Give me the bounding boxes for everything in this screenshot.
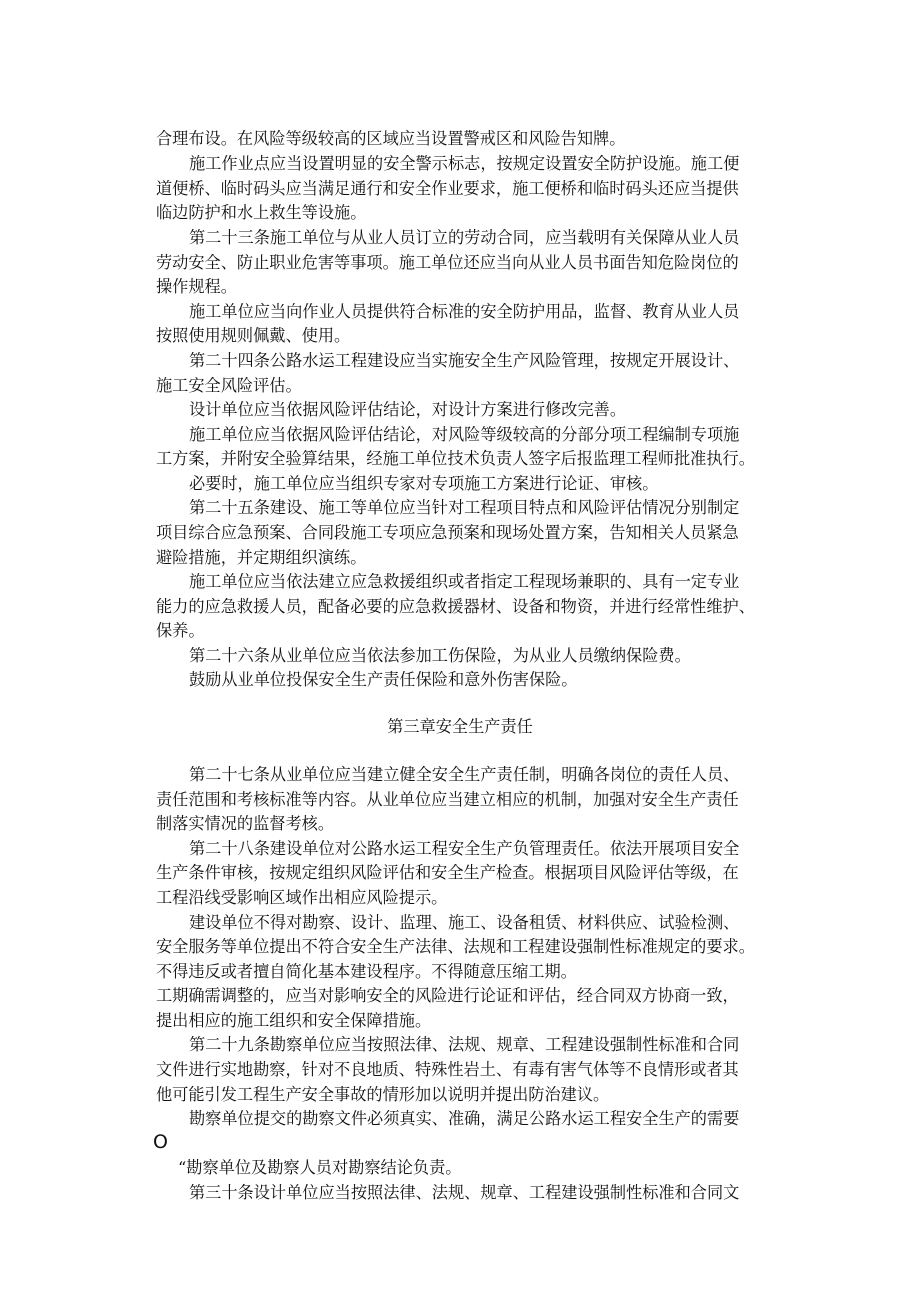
text-line: 施工作业点应当设置明显的安全警示标志，按规定设置安全防护设施。施工便 xyxy=(189,154,740,173)
text-line: 文件进行实地勘察，针对不良地质、特殊性岩土、有毒有害气体等不良情形或者其 xyxy=(156,1060,739,1079)
text-line: 施工单位应当向作业人员提供符合标准的安全防护用品，监督、教育从业人员 xyxy=(189,302,740,321)
stray-letter: O xyxy=(153,1131,168,1153)
text-line: 劳动安全、防止职业危害等事项。施工单位还应当向从业人员书面告知危险岗位的 xyxy=(156,253,739,272)
text-line: 工期确需调整的，应当对影响安全的风险进行论证和评估，经合同双方协商一致， xyxy=(156,986,739,1005)
text-line: 必要时，施工单位应当组织专家对专项施工方案进行论证、审核。 xyxy=(189,474,659,493)
text-line: 合理布设。在风险等级较高的区域应当设置警戒区和风险告知牌。 xyxy=(156,129,626,148)
text-line: 施工单位应当依据风险评估结论，对风险等级较高的分部分项工程编制专项施 xyxy=(189,425,740,444)
text-line: 按照使用规则佩戴、使用。 xyxy=(156,326,351,345)
text-line: 鼓励从业单位投保安全生产责任保险和意外伤害保险。 xyxy=(189,670,578,689)
text-line: 施工单位应当依法建立应急救援组织或者指定工程现场兼职的、具有一定专业 xyxy=(189,572,740,591)
text-line: 施工安全风险评估。 xyxy=(156,376,302,395)
text-line: 勘察单位提交的勘察文件必须真实、准确，满足公路水运工程安全生产的需要 xyxy=(189,1109,740,1128)
text-line: 第二十九条勘察单位应当按照法律、法规、规章、工程建设强制性标准和合同 xyxy=(189,1035,740,1054)
text-line: 第二十五条建设、施工等单位应当针对工程项目特点和风险评估情况分别制定 xyxy=(189,498,740,517)
text-line: 提出相应的施工组织和安全保障措施。 xyxy=(156,1011,432,1030)
text-line: 能力的应急救援人员，配备必要的应急救援器材、设备和物资，并进行经常性维护、 xyxy=(156,597,755,616)
text-line: 第二十七条从业单位应当建立健全安全生产责任制，明确各岗位的责任人员、 xyxy=(189,765,740,784)
text-line: 第二十四条公路水运工程建设应当实施安全生产风险管理，按规定开展设计、 xyxy=(189,351,740,370)
text-line: 建设单位不得对勘察、设计、监理、施工、设备租赁、材料供应、试验检测、 xyxy=(189,913,740,932)
text-line: 第二十八条建设单位对公路水运工程安全生产负管理责任。依法开展项目安全 xyxy=(189,839,740,858)
chapter-heading: 第三章安全生产责任 xyxy=(387,717,533,736)
text-line: 工程沿线受影响区域作出相应风险提示。 xyxy=(156,888,448,907)
text-line: 第二十三条施工单位与从业人员订立的劳动合同，应当载明有关保障从业人员 xyxy=(189,228,740,247)
text-line: 生产条件审核，按规定组织风险评估和安全生产检查。根据项目风险评估等级，在 xyxy=(156,863,739,882)
text-line: “勘察单位及勘察人员对勘察结论负责。 xyxy=(178,1158,462,1177)
text-line: 制落实情况的监督考核。 xyxy=(156,814,335,833)
text-line: 项目综合应急预案、合同段施工专项应急预案和现场处置方案，告知相关人员紧急 xyxy=(156,523,739,542)
text-line: 设计单位应当依据风险评估结论，对设计方案进行修改完善。 xyxy=(189,400,627,419)
text-line: 避险措施，并定期组织演练。 xyxy=(156,548,367,567)
text-line: 道便桥、临时码头应当满足通行和安全作业要求，施工便桥和临时码头还应当提供 xyxy=(156,179,739,198)
text-line: 第三十条设计单位应当按照法律、法规、规章、工程建设强制性标准和合同文 xyxy=(189,1183,740,1202)
text-line: 安全服务等单位提出不符合安全生产法律、法规和工程建设强制性标准规定的要求。 xyxy=(156,937,755,956)
text-line: 工方案，并附安全验算结果，经施工单位技术负责人签字后报监理工程师批准执行。 xyxy=(156,449,755,468)
text-line: 不得违反或者擅自简化基本建设程序。不得随意压缩工期。 xyxy=(156,962,577,981)
text-line: 责任范围和考核标准等内容。从业单位应当建立相应的机制，加强对安全生产责任 xyxy=(156,790,739,809)
text-line: 第二十六条从业单位应当依法参加工伤保险，为从业人员缴纳保险费。 xyxy=(189,646,691,665)
text-line: 他可能引发工程生产安全事故的情形加以说明并提出防治建议。 xyxy=(156,1085,610,1104)
text-line: 临边防护和水上救生等设施。 xyxy=(156,203,367,222)
text-line: 保养。 xyxy=(156,621,205,640)
text-line: 操作规程。 xyxy=(156,277,237,296)
